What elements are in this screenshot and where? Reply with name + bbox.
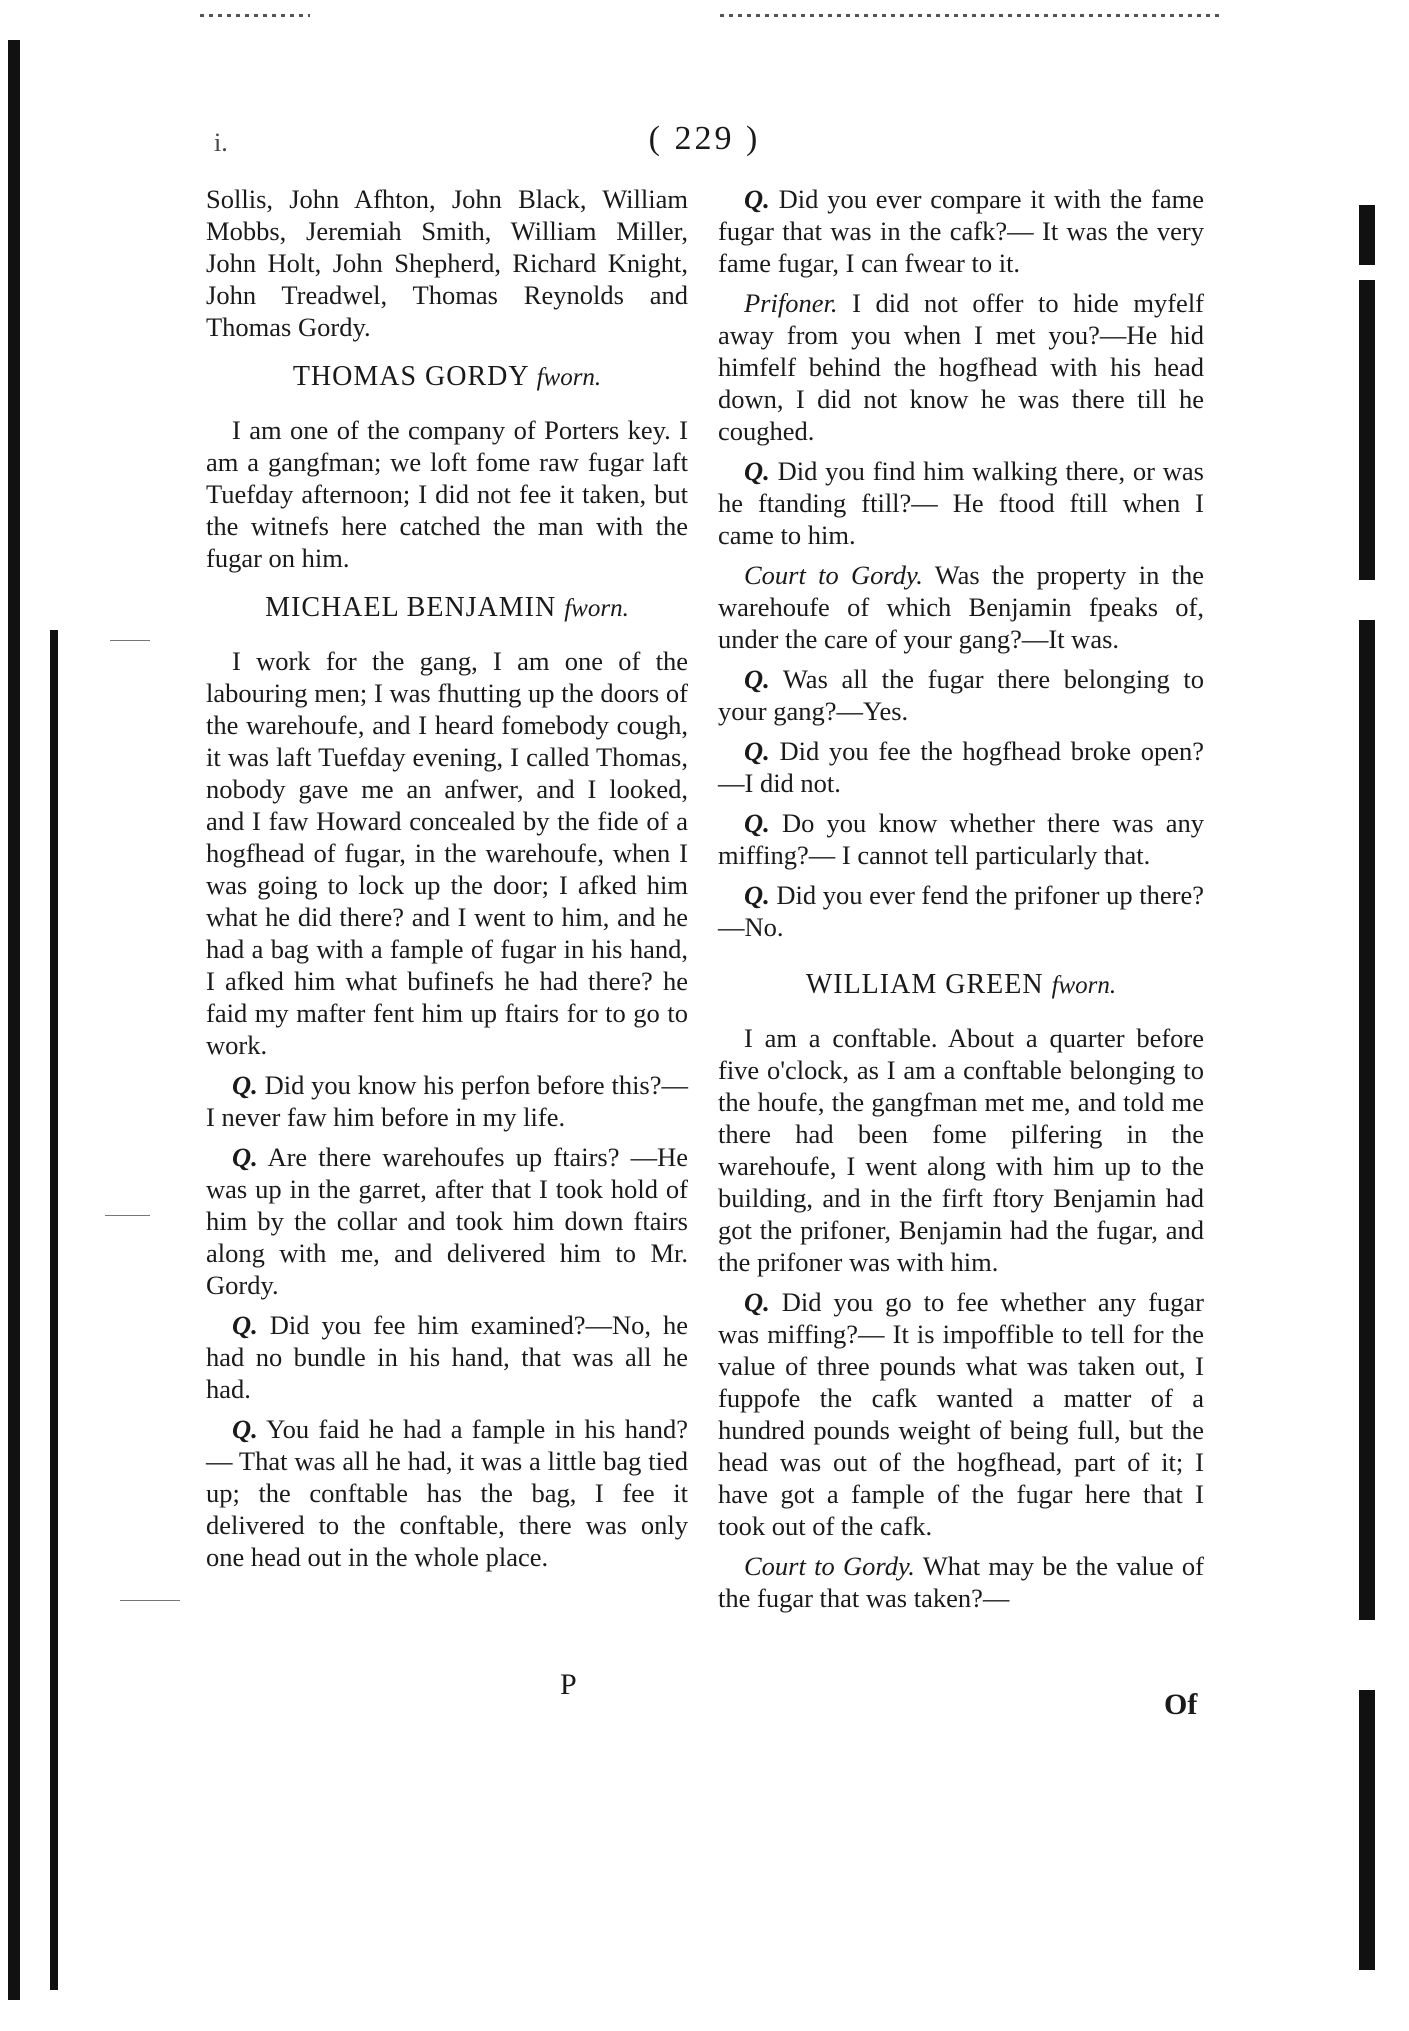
catchword: Of (1164, 1688, 1198, 1721)
qa-text: I did not offer to hide myfelf away from you when I met you?—He hid himfelf behind the hogfhead with his head down, I did not know he was there till he coughed. (718, 288, 1205, 446)
question-mark-symbol: Q. (232, 1414, 258, 1444)
qa-text: Did you go to fee whether any fugar was miffing?— It is impoffible to tell for the value of three pounds what was taken out, I fuppofe the cafk wanted a matter of a hundred pounds weight of being full, but the head was out of the hogfhead, part of it; I have got a fample of the fugar here that I took out of the cafk. (718, 1287, 1204, 1541)
question-answer (206, 1141, 688, 1301)
testimony-paragraph: I am a conftable. About a quarter before five o'clock, as I am a conftable belonging to the houfe, the gangfman met me, and told me there had been fome pilfering in the warehoufe, I went along with him up to the building, and in the firft ftory Benjamin had got the prifoner, Benjamin had the fugar, and the prifoner was with him. (718, 1023, 1204, 1277)
question-mark-symbol: Q. (232, 1310, 258, 1340)
qa-text: Was the property in the warehoufe of which Benjamin fpeaks of, under the care of your gang?—It was. (718, 560, 1204, 654)
qa-text: Was all the fugar there belonging to your gang?—Yes. (718, 664, 1204, 726)
sworn-label: fworn. (1051, 972, 1117, 999)
testimony-paragraph: I am one of the company of Porters key. I am a gangfman; we loft fome raw fugar laft Tuefday afternoon; I did not fee it taken, but the witnefs here catched the man with the fugar on him. (206, 415, 688, 573)
edge-strip (1359, 1690, 1375, 1970)
question-answer (206, 1309, 688, 1405)
question-answer (206, 1069, 688, 1133)
qa-text: Did you know his perfon before this?— I never faw him before in my life. (206, 1070, 689, 1132)
witness-name: WILLIAM GREEN (805, 969, 1044, 1000)
question-answer (718, 807, 1204, 871)
qa-text: Did you find him walking there, or was he ftanding ftill?— He ftood ftill when I came to him. (718, 456, 1204, 550)
qa-text: Did you fee him examined?—No, he had no bundle in his hand, that was all he had. (206, 1310, 689, 1404)
prisoner-statement (718, 287, 1204, 447)
sworn-label: fworn. (564, 595, 629, 622)
qa-text: Are there warehoufes up ftairs? —He was up in the garret, after that I took hold of him by the collar and took him down ftairs along with me, and delivered him to Mr. Gordy. (206, 1142, 688, 1300)
jury-list: Sollis, John Afhton, John Black, William Mobbs, Jeremiah Smith, William Miller, John Holt, John Shepherd, Richard Knight, John Treadwel, Thomas Reynolds and Thomas Gordy. (206, 184, 688, 342)
page-number: ( 229 ) (648, 120, 761, 157)
qa-text: Did you ever fend the prifoner up there?—No. (718, 880, 1204, 942)
question-mark-symbol: Q. (744, 880, 770, 910)
question-mark-symbol: Q. (744, 736, 770, 766)
speaker-label: Court to Gordy. (744, 560, 923, 590)
question-answer (718, 1286, 1204, 1542)
qa-text: Did you fee the hogfhead broke open?—I did not. (718, 736, 1204, 798)
margin-mark: i. (214, 128, 228, 157)
court-question (718, 1550, 1204, 1614)
question-mark-symbol: Q. (744, 808, 770, 838)
question-mark-symbol: Q. (744, 456, 770, 486)
speaker-label: Court to Gordy. (744, 1551, 915, 1581)
scan-noise (720, 14, 1220, 17)
qa-text: You faid he had a fample in his hand?— That was all he had, it was a little bag tied up; the conftable has the bag, I fee it delivered to the conftable, there was only one head out in the whole place. (206, 1414, 688, 1572)
question-answer (718, 183, 1204, 279)
signature-mark: P (560, 1668, 577, 1701)
question-mark-symbol: Q. (232, 1070, 258, 1100)
left-column (206, 183, 688, 1581)
court-question (718, 559, 1204, 655)
question-answer (718, 879, 1204, 943)
qa-text: Did you ever compare it with the fame fugar that was in the cafk?— It was the very fame fugar, I can fwear to it. (718, 184, 1204, 278)
edge-strip (1359, 205, 1375, 265)
sworn-label: fworn. (536, 364, 602, 391)
right-column (718, 183, 1204, 1622)
question-answer (718, 663, 1204, 727)
qa-text: What may be the value of the fugar that was taken?— (718, 1551, 1204, 1613)
witness-heading (206, 592, 688, 625)
question-mark-symbol: Q. (744, 1287, 770, 1317)
binding-shadow-left (8, 40, 20, 2000)
question-answer (206, 1413, 688, 1573)
scan-tick (110, 640, 150, 641)
scan-tick (105, 1215, 150, 1216)
edge-strip (1359, 280, 1375, 580)
witness-name: THOMAS GORDY (292, 361, 529, 392)
scan-noise (200, 14, 310, 17)
binding-shadow-inner (50, 630, 58, 1990)
qa-text: Do you know whether there was any miffing?— I cannot tell particularly that. (718, 808, 1204, 870)
edge-strip (1359, 620, 1375, 1620)
question-answer (718, 735, 1204, 799)
question-mark-symbol: Q. (744, 184, 770, 214)
question-mark-symbol: Q. (744, 664, 770, 694)
testimony-paragraph: I work for the gang, I am one of the labouring men; I was fhutting up the doors of the warehoufe, and I heard fomebody cough, it was laft Tuefday evening, I called Thomas, nobody gave me an anfwer, and I looked, and I faw Howard concealed by the fide of a hogfhead of fugar, in the warehoufe, when I was going to lock up the door; I afked him what he did there? and I went to him, and he had a bag with a fample of fugar in his hand, I afked him what bufinefs he had there? he faid my mafter fent him up ftairs for to go to work. (206, 646, 688, 1060)
scan-tick (120, 1600, 180, 1601)
question-mark-symbol: Q. (232, 1142, 258, 1172)
witness-heading (206, 361, 688, 394)
witness-heading (718, 969, 1204, 1002)
speaker-label: Prifoner. (744, 288, 838, 318)
witness-name: MICHAEL BENJAMIN (265, 592, 557, 623)
question-answer (718, 455, 1204, 551)
